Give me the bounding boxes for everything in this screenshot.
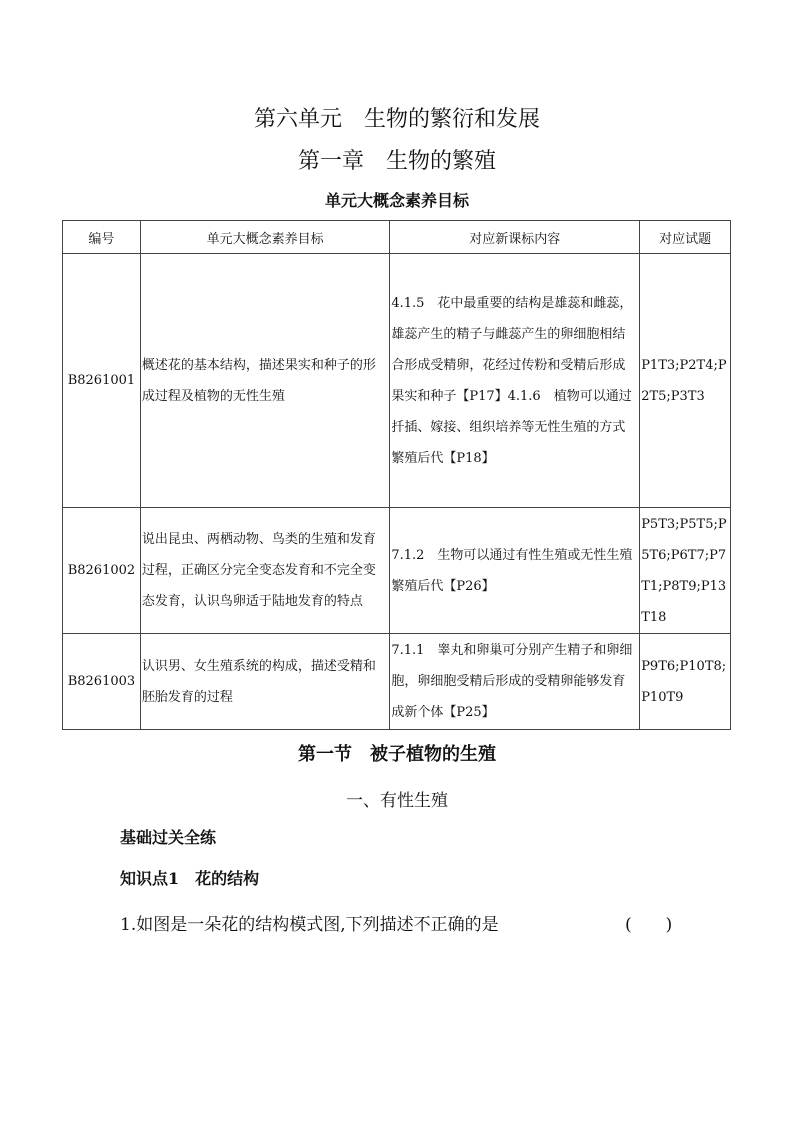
row-id: B8261002 bbox=[63, 508, 141, 634]
table-title: 单元大概念素养目标 bbox=[324, 191, 469, 210]
goals-table bbox=[62, 220, 731, 730]
row-goal: 说出昆虫、两栖动物、鸟类的生殖和发育过程，正确区分完全变态发育和不完全变态发育，认识鸟卵适于陆地发育的特点 bbox=[141, 532, 376, 609]
row-id: B8261001 bbox=[63, 254, 141, 508]
chapter-title: 第一章 生物的繁殖 bbox=[297, 149, 496, 174]
row-items: P1T3;P2T4;P2T5;P3T3 bbox=[641, 357, 727, 404]
column-header-goal: 单元大概念素养目标 bbox=[140, 221, 389, 254]
table-header-row bbox=[63, 221, 731, 254]
column-header-content: 对应新课标内容 bbox=[390, 221, 640, 254]
question-1-text: 1.如图是一朵花的结构模式图,下列描述不正确的是 bbox=[120, 915, 499, 935]
table-row bbox=[63, 634, 731, 730]
row-content: 7.1.2 生物可以通过有性生殖或无性生殖繁殖后代【P26】 bbox=[391, 547, 633, 594]
knowledge-point-heading: 知识点1 花的结构 bbox=[120, 869, 260, 888]
row-id: B8261003 bbox=[63, 634, 141, 730]
table-row bbox=[63, 508, 731, 634]
section-title: 第一节 被子植物的生殖 bbox=[298, 744, 496, 765]
row-content: 4.1.5 花中最重要的结构是雄蕊和雌蕊，雄蕊产生的精子与雌蕊产生的卵细胞相结合形成受精卵，花经过传粉和受精后形成果实和种子【P17】4.1.6 植物可以通过扦插、嫁接、组织培养等无性生殖的方式繁殖后代【P18】 bbox=[391, 295, 633, 466]
table-row bbox=[63, 254, 731, 508]
unit-title: 第六单元 生物的繁衍和发展 bbox=[253, 107, 540, 132]
subsection-title: 一、有性生殖 bbox=[346, 791, 448, 811]
practice-heading: 基础过关全练 bbox=[120, 828, 217, 847]
column-header-id: 编号 bbox=[63, 221, 141, 254]
column-header-items: 对应试题 bbox=[640, 221, 731, 254]
answer-bracket[interactable]: ( ) bbox=[625, 915, 673, 935]
row-content: 7.1.1 睾丸和卵巢可分别产生精子和卵细胞，卵细胞受精后形成的受精卵能够发育成新个体【P25】 bbox=[391, 643, 633, 720]
row-items: P5T3;P5T5;P5T6;P6T7;P7T1;P8T9;P13T18 bbox=[641, 516, 727, 625]
row-items: P9T6;P10T8;P10T9 bbox=[641, 658, 727, 705]
row-goal: 认识男、女生殖系统的构成，描述受精和胚胎发育的过程 bbox=[141, 658, 376, 705]
row-goal: 概述花的基本结构，描述果实和种子的形成过程及植物的无性生殖 bbox=[141, 357, 376, 404]
